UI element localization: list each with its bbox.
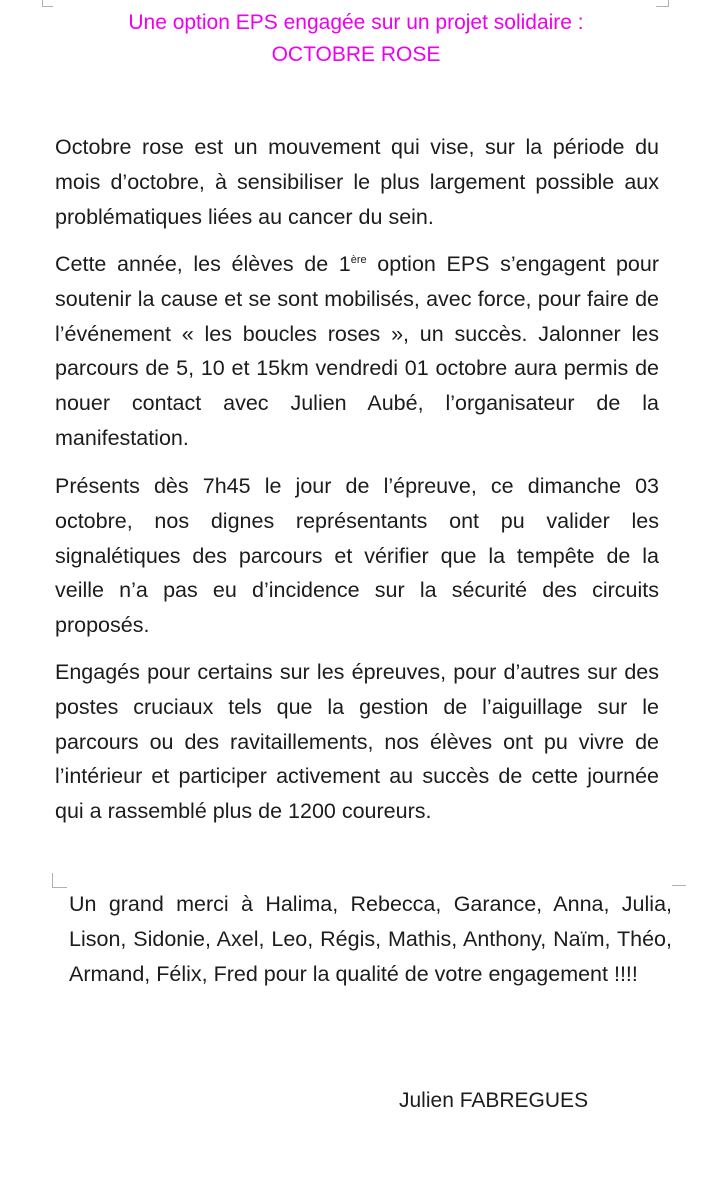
crop-mark-top-right: [656, 0, 669, 7]
superscript-ere: ère: [350, 254, 367, 266]
paragraph-engagement-rest: option EPS s’engagent pour soutenir la cause et se sont mobilisés, avec force, pour faire de l’événement « les boucles roses », un succès. Jalonner les parcours de 5, 10 et 15km vendredi 01 octobre aura permis de nouer contact avec Julien Aubé, l’organisateur de la manifestation.: [55, 252, 659, 450]
crop-mark-top-left: [42, 0, 53, 7]
paragraph-intro: Octobre rose est un mouvement qui vise, sur la période du mois d’octobre, à sensibiliser le plus largement possible aux problématiques liées au cancer du sein.: [55, 135, 659, 229]
paragraph-engagement-start: Cette année, les élèves de 1: [55, 252, 351, 276]
signature: Julien FABREGUES: [399, 1089, 589, 1112]
paragraph-race-day: Présents dès 7h45 le jour de l’épreuve, ce dimanche 03 octobre, nos dignes représentants ont pu valider les signalétiques des parcours et vérifier que la tempête de la veille n’a pas eu d’incidence sur la sécurité des circuits proposés.: [55, 474, 659, 638]
crop-mark-bottom-right: [672, 875, 686, 886]
title-line-2: OCTOBRE ROSE: [271, 43, 441, 66]
document-title: [0, 7, 712, 71]
paragraph-participation: Engagés pour certains sur les épreuves, pour d’autres sur des postes cruciaux tels que la gestion de l’aiguillage sur le parcours ou des ravitaillements, nos élèves ont pu vivre de l’intérieur et participer activement au succès de cette journée qui a rassemblé plus de 1200 coureurs.: [55, 660, 659, 824]
thanks-paragraph: Un grand merci à Halima, Rebecca, Garance, Anna, Julia, Lison, Sidonie, Axel, Leo, Régis, Mathis, Anthony, Naïm, Théo, Armand, Félix, Fred pour la qualité de votre engagement !!!!: [69, 892, 672, 987]
title-line-1: Une option EPS engagée sur un projet solidaire :: [128, 11, 584, 34]
crop-mark-bottom-left: [52, 873, 67, 888]
paragraph-engagement: [55, 247, 659, 456]
